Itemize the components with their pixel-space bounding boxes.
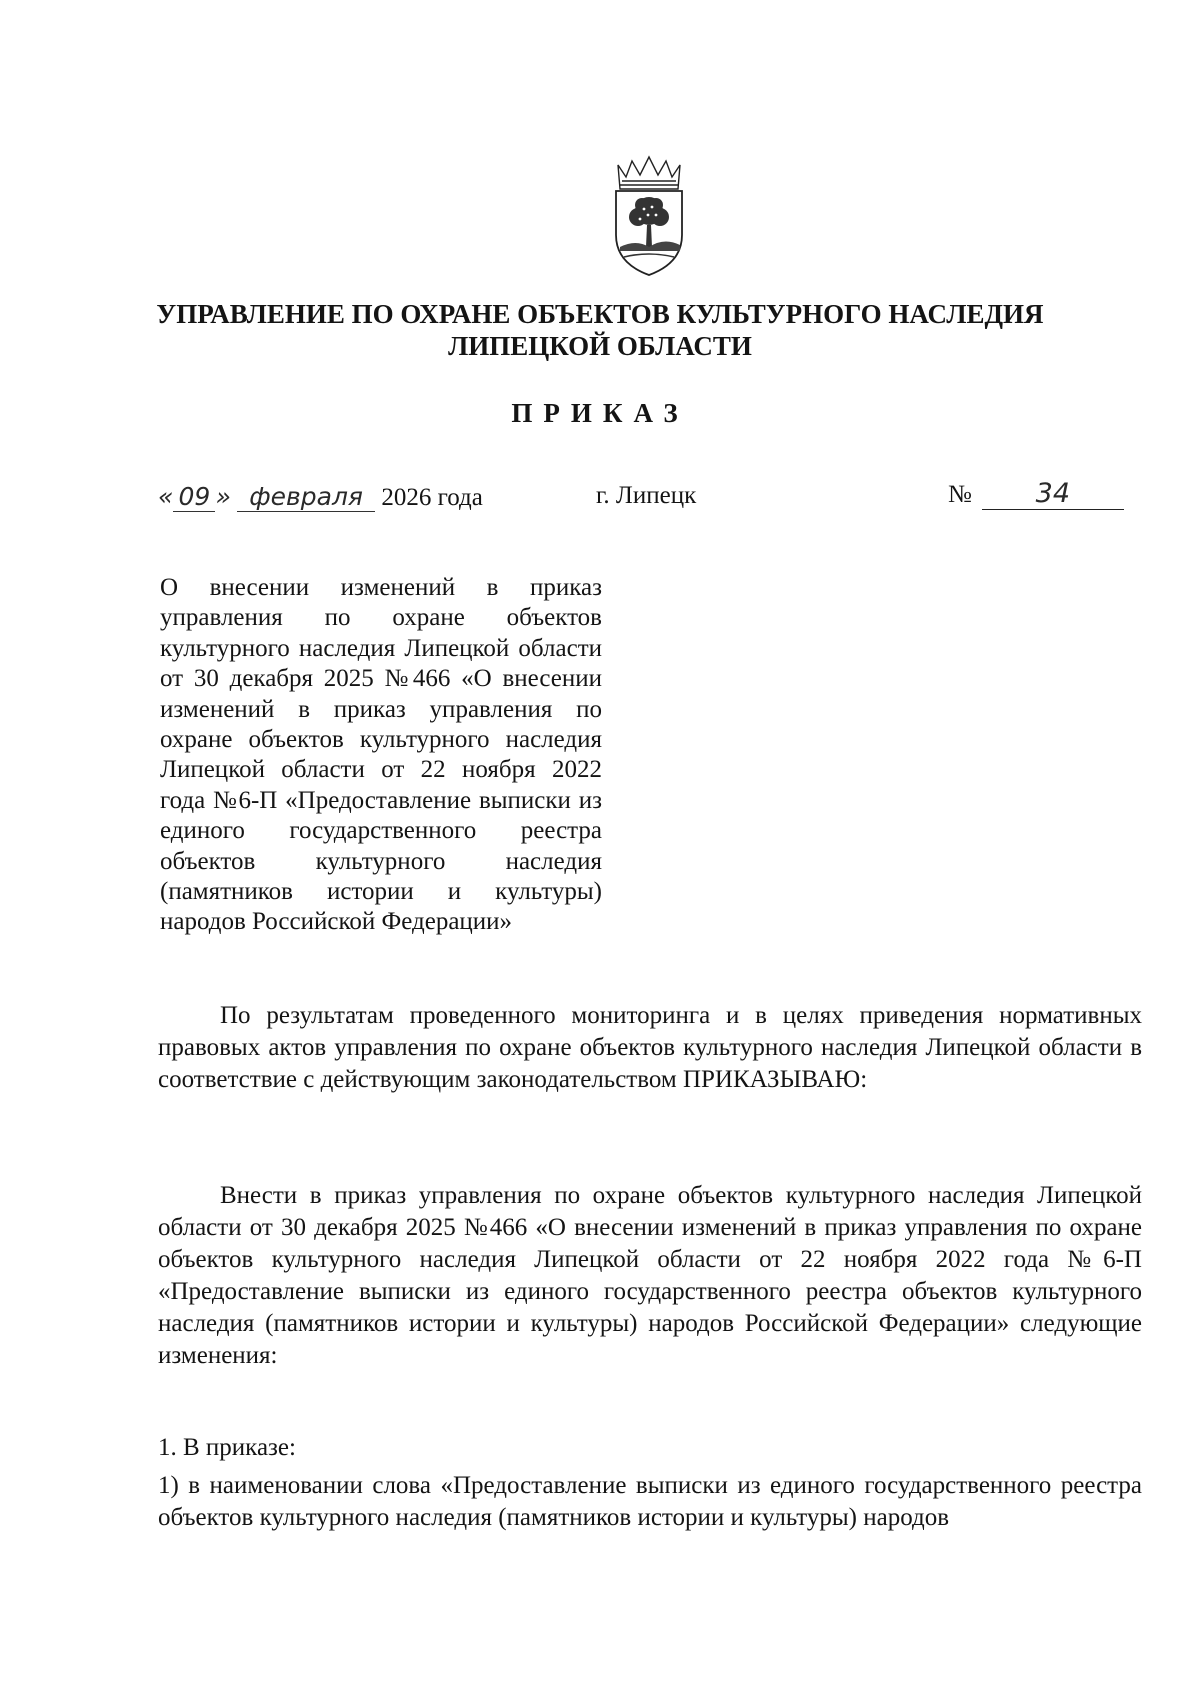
handwritten-number: 34 bbox=[982, 478, 1124, 510]
coat-of-arms-emblem bbox=[610, 155, 688, 277]
amendment-subitem-1: 1) в наименовании слова «Предоставление выписки из единого государственного реестра объектов культурного наследия (памятников истории и культуры) народов bbox=[158, 1472, 1142, 1531]
document-date bbox=[158, 482, 483, 512]
handwritten-month: февраля bbox=[237, 482, 375, 512]
amendment-item-1: 1. В приказе: bbox=[158, 1434, 296, 1461]
document-number bbox=[948, 478, 1124, 510]
organization-line-1: УПРАВЛЕНИЕ ПО ОХРАНЕ ОБЪЕКТОВ КУЛЬТУРНОГО НАСЛЕДИЯ bbox=[156, 299, 1044, 329]
date-year: 2026 года bbox=[381, 484, 483, 511]
date-quote-close: » bbox=[215, 482, 231, 511]
organization-line-2: ЛИПЕЦКОЙ ОБЛАСТИ bbox=[448, 331, 752, 361]
number-label: № bbox=[948, 481, 972, 508]
preamble-paragraph: По результатам проведенного мониторинга и в целях приведения нормативных правовых актов управления по охране объектов культурного наследия Липецкой области в соответствие с действующим законодательством ПРИКАЗЫВАЮ: bbox=[158, 1002, 1142, 1093]
directive-paragraph: Внести в приказ управления по охране объектов культурного наследия Липецкой области от 30 декабря 2025 №466 «О внесении изменений в приказ управления по охране объектов культурного наследия Липецкой области от 22 ноября 2022 года №6-П «Предоставление выписки из единого государственного реестра объектов культурного наследия (памятников истории и культуры) народов Российской Федерации» следующие изменения: bbox=[158, 1182, 1142, 1369]
document-type-title: ПРИКАЗ bbox=[511, 398, 689, 428]
document-city: г. Липецк bbox=[596, 482, 697, 509]
handwritten-day: 09 bbox=[173, 482, 215, 512]
order-subject: О внесении изменений в приказ управления по охране объектов культурного наследия Липецкой области от 30 декабря 2025 №466 «О внесении изменений в приказ управления по охране объектов культурного наследия Липецкой области от 22 ноября 2022 года №6-П «Предоставление выписки из единого государственного реестра объектов культурного наследия (памятников истории и культуры) народов Российской Федерации» bbox=[160, 574, 602, 936]
date-quote-open: « bbox=[158, 482, 174, 511]
issuing-organization bbox=[0, 298, 1200, 362]
